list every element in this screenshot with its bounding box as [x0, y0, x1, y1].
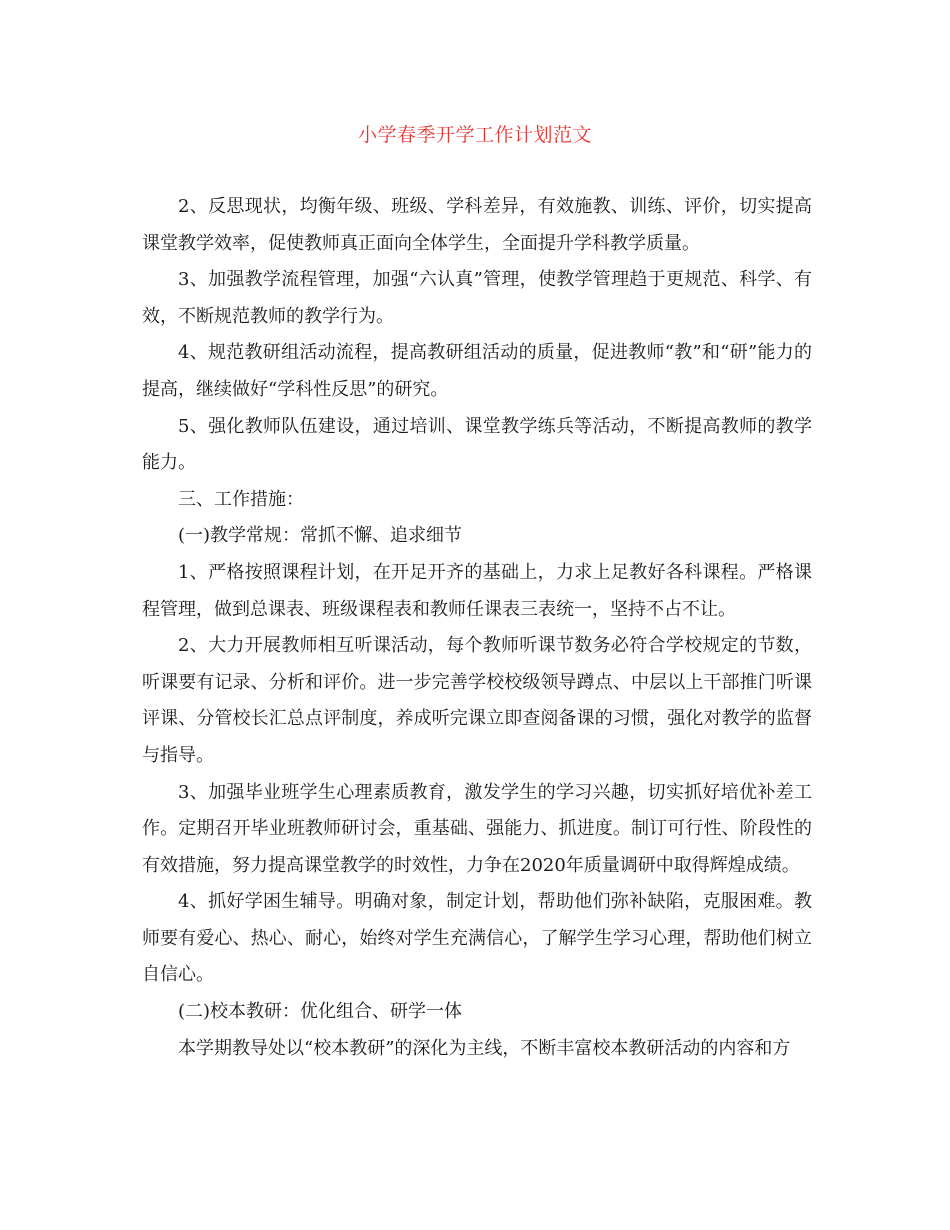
research-paragraph: 本学期教导处以“校本教研”的深化为主线，不断丰富校本教研活动的内容和方 — [178, 1037, 791, 1059]
document-body — [142, 189, 812, 1067]
paragraph-item-4: 4、规范教研组活动流程，提高教研组活动的质量，促进教师“教”和“研”能力的提高，继续做好“学科性反思”的研究。 — [142, 342, 812, 400]
paragraph-item-3: 3、加强教学流程管理，加强“六认真”管理，使教学管理趋于更规范、科学、有效，不断规范教师的教学行为。 — [142, 269, 812, 327]
document-title: 小学春季开学工作计划范文 — [357, 124, 592, 146]
paragraph-item-2: 2、反思现状，均衡年级、班级、学科差异，有效施教、训练、评价，切实提高课堂教学效率，促使教师真正面向全体学生，全面提升学科教学质量。 — [142, 196, 812, 254]
measure-item-3: 3、加强毕业班学生心理素质教育，激发学生的学习兴趣，切实抓好培优补差工作。定期召开毕业班教师研讨会，重基础、强能力、抓进度。制订可行性、阶段性的有效措施，努力提高课堂教学的时效性，力争在2020年质量调研中取得辉煌成绩。 — [142, 781, 812, 876]
section-heading-measures: 三、工作措施： — [178, 488, 304, 510]
measure-item-4: 4、抓好学困生辅导。明确对象，制定计划，帮助他们弥补缺陷，克服困难。教师要有爱心、热心、耐心，始终对学生充满信心，了解学生学习心理，帮助他们树立自信心。 — [142, 891, 812, 986]
paragraph-item-5: 5、强化教师队伍建设，通过培训、课堂教学练兵等活动，不断提高教师的教学能力。 — [142, 415, 812, 474]
subsection-heading-research: (二)校本教研：优化组合、研学一体 — [178, 1001, 463, 1023]
measure-item-2: 2、大力开展教师相互听课活动，每个教师听课节数务必符合学校规定的节数，听课要有记录、分析和评价。进一步完善学校校级领导蹲点、中层以上干部推门听课评课、分管校长汇总点评制度，养成听完课立即查阅备课的习惯，强化对教学的监督与指导。 — [142, 635, 812, 766]
subsection-heading-routine: (一)教学常规：常抓不懈、追求细节 — [178, 525, 463, 547]
measure-item-1: 1、严格按照课程计划，在开足开齐的基础上，力求上足教好各科课程。严格课程管理，做到总课表、班级课程表和教师任课表三表统一，坚持不占不让。 — [142, 561, 812, 620]
